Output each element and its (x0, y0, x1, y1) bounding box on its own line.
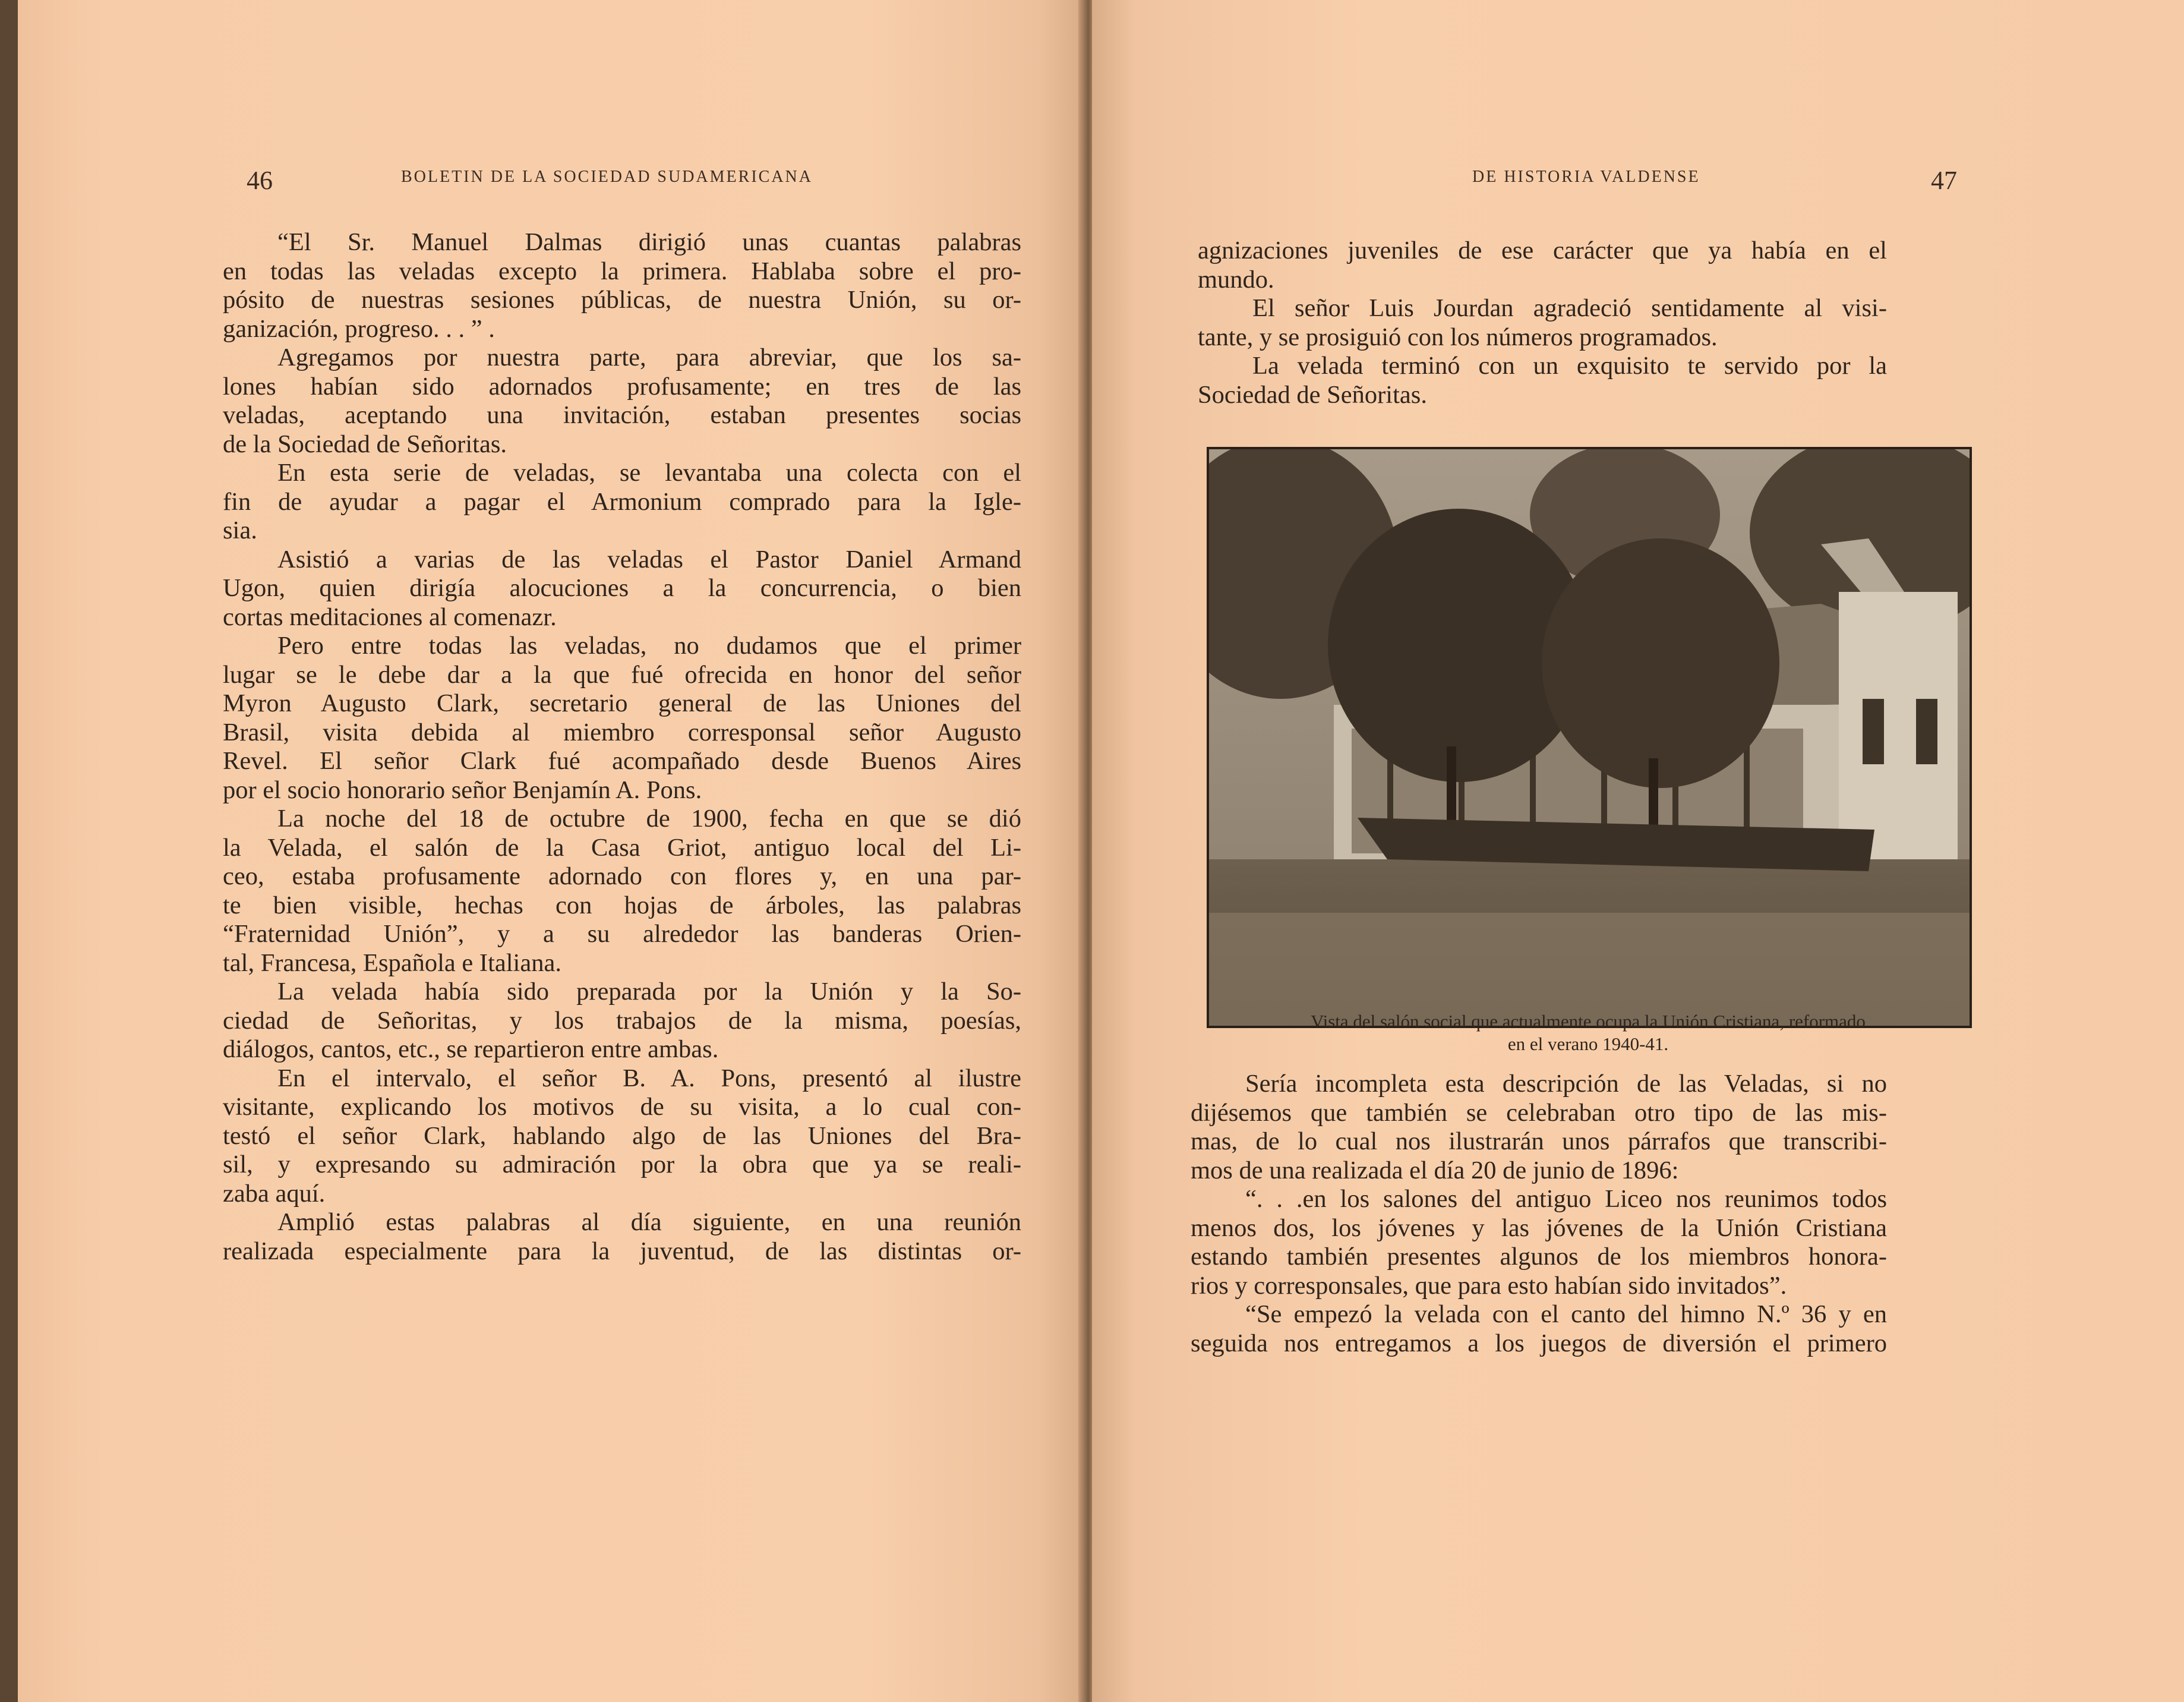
text-line: de la Sociedad de Señoritas. (223, 430, 507, 458)
text-line: seguida nos entregamos a los juegos de diversión el primero (1191, 1329, 1887, 1357)
text-line: testó el señor Clark, hablando algo de las Uniones del Bra- (223, 1121, 1021, 1150)
page-number-left: 46 (247, 166, 273, 195)
text-line: estando también presentes algunos de los miembros honora- (1191, 1243, 1887, 1271)
text-line: sia. (223, 516, 257, 544)
right-page (1092, 0, 2184, 1702)
text-line: realizada especialmente para la juventud, de las distintas or- (223, 1237, 1021, 1265)
text-line: “Se empezó la velada con el canto del himno N.º 36 y en (1245, 1300, 1887, 1328)
text-line: Brasil, visita debida al miembro corresponsal señor Augusto (223, 718, 1021, 746)
text-line: Revel. El señor Clark fué acompañado desde Buenos Aires (223, 747, 1021, 775)
text-line: La velada terminó con un exquisito te servido por la (1252, 352, 1887, 380)
text-line: Sería incompleta esta descripción de las Veladas, si no (1245, 1070, 1887, 1098)
text-line: zaba aquí. (223, 1179, 326, 1208)
building-photo (1207, 447, 1972, 1028)
text-line: te bien visible, hechas con hojas de árboles, las palabras (223, 891, 1021, 919)
text-line: Pero entre todas las veladas, no dudamos que el primer (277, 632, 1021, 660)
text-line: mas, de lo cual nos ilustrarán unos párrafos que transcribi- (1191, 1127, 1887, 1155)
text-line: ciedad de Señoritas, y los trabajos de la misma, poesías, (223, 1006, 1021, 1035)
text-line: La noche del 18 de octubre de 1900, fecha en que se dió (277, 805, 1021, 833)
text-line: mos de una realizada el día 20 de junio de 1896: (1191, 1156, 1679, 1184)
text-line: mundo. (1198, 265, 1274, 294)
text-line: El señor Luis Jourdan agradeció sentidamente al visi- (1252, 294, 1887, 322)
text-line: tante, y se prosiguió con los números programados. (1198, 323, 1718, 351)
caption-line-1: Vista del salón social que actualmente ocupa la Unión Cristiana, reformado (1311, 1011, 1866, 1032)
text-line: dijésemos que también se celebraban otro tipo de las mis- (1191, 1098, 1887, 1127)
text-line: Myron Augusto Clark, secretario general de las Uniones del (223, 689, 1021, 717)
text-line: La velada había sido preparada por la Unión y la So- (277, 978, 1021, 1006)
text-line: ceo, estaba profusamente adornado con flores y, en una par- (223, 862, 1021, 890)
text-line: diálogos, cantos, etc., se repartieron entre ambas. (223, 1035, 719, 1063)
left-page (18, 0, 1081, 1702)
text-line: en todas las veladas excepto la primera. Hablaba sobre el pro- (223, 257, 1021, 285)
text-line: “. . .en los salones del antiguo Liceo nos reunimos todos (1245, 1185, 1887, 1213)
text-line: agnizaciones juveniles de ese carácter que ya había en el (1198, 237, 1887, 264)
text-line: la Velada, el salón de la Casa Griot, antiguo local del Li- (223, 833, 1021, 862)
text-line: sil, y expresando su admiración por la obra que ya se reali- (223, 1151, 1021, 1178)
text-line: Ugon, quien dirigía alocuciones a la concurrencia, o bien (223, 574, 1021, 602)
text-line: pósito de nuestras sesiones públicas, de nuestra Unión, su or- (223, 286, 1021, 314)
page-number-right: 47 (1931, 166, 1957, 195)
text-line: por el socio honorario señor Benjamín A. Pons. (223, 776, 702, 804)
text-line: visitante, explicando los motivos de su visita, a lo cual con- (223, 1093, 1021, 1121)
text-line: Asistió a varias de las veladas el Pastor Daniel Armand (277, 545, 1021, 573)
text-line: menos dos, los jóvenes y las jóvenes de la Unión Cristiana (1191, 1214, 1887, 1242)
text-line: fin de ayudar a pagar el Armonium comprado para la Igle- (223, 487, 1021, 516)
text-line: Amplió estas palabras al día siguiente, en una reunión (277, 1208, 1021, 1236)
text-line: rios y corresponsales, que para esto habían sido invitados”. (1191, 1271, 1787, 1300)
text-line: tal, Francesa, Española e Italiana. (223, 948, 561, 977)
text-line: Agregamos por nuestra parte, para abreviar, que los sa- (277, 343, 1021, 371)
text-line: En el intervalo, el señor B. A. Pons, presentó al ilustre (277, 1064, 1021, 1092)
text-line: lones habían sido adornados profusamente; en tres de las (223, 372, 1021, 401)
photo-caption (1193, 1010, 1983, 1055)
right-body-text-top (1198, 237, 1887, 409)
text-line: lugar se le debe dar a la que fué ofrecida en honor del señor (223, 660, 1021, 689)
text-line: “Fraternidad Unión”, y a su alrededor las banderas Orien- (223, 920, 1021, 948)
right-body-text-bottom (1191, 1070, 1887, 1358)
running-head-right: DE HISTORIA VALDENSE (1472, 168, 1700, 186)
text-line: veladas, aceptando una invitación, estaban presentes socias (223, 401, 1021, 429)
text-line: Sociedad de Señoritas. (1198, 380, 1427, 409)
text-line: cortas meditaciones al comenazr. (223, 603, 557, 631)
text-line: ganización, progreso. . . ” . (223, 314, 495, 343)
caption-line-2: en el verano 1940-41. (1507, 1033, 1669, 1054)
text-line: En esta serie de veladas, se levantaba una colecta con el (277, 459, 1021, 487)
running-head-left: BOLETIN DE LA SOCIEDAD SUDAMERICANA (401, 168, 813, 186)
text-line: “El Sr. Manuel Dalmas dirigió unas cuantas palabras (277, 228, 1021, 256)
left-body-text (223, 228, 1021, 1266)
